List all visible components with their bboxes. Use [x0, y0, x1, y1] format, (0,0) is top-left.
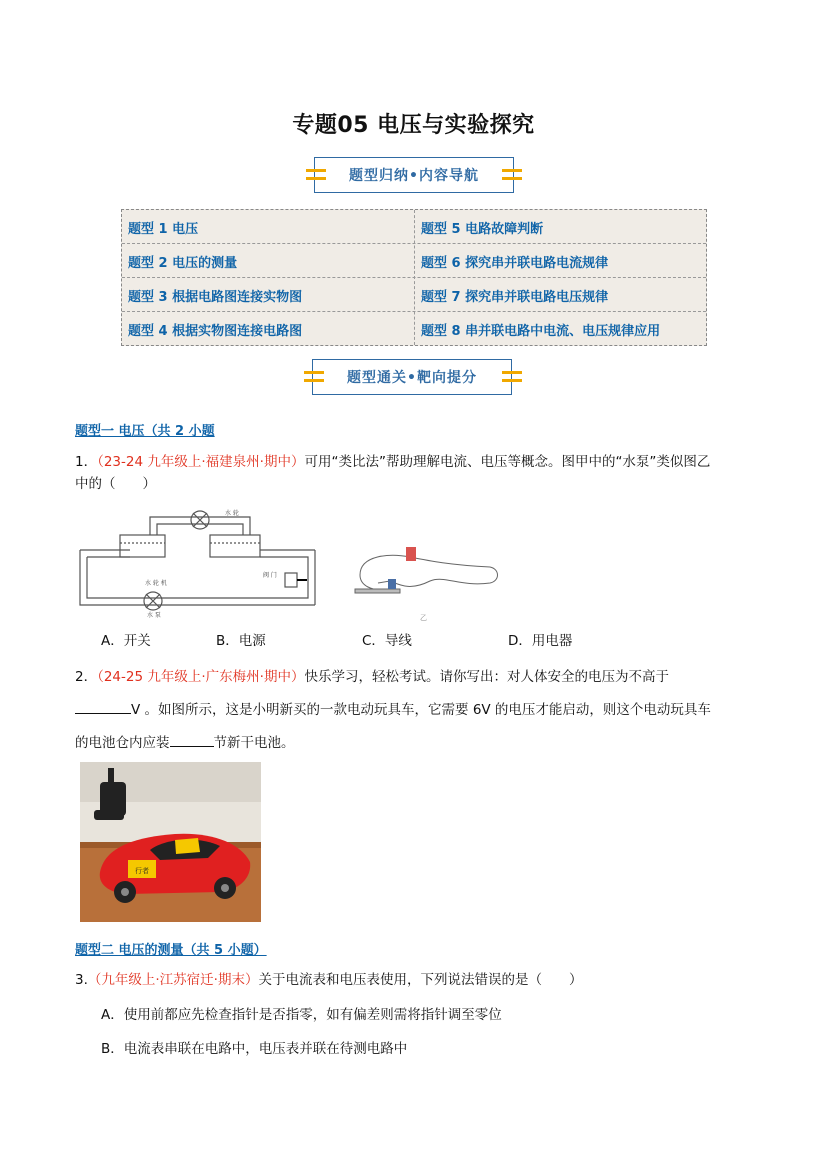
electric-circuit-figure [350, 545, 510, 625]
question-number: 1． [75, 454, 98, 470]
fig-label: 阀 门 [263, 572, 277, 579]
question-source: （23-24 九年级上·福建泉州·期中） [97, 454, 305, 470]
question-2 [75, 661, 765, 760]
nav-item[interactable]: 题型 4 根据实物图连接电路图 [128, 323, 303, 339]
question-text-cont: 中的（ ） [75, 476, 156, 492]
banner-box [314, 157, 514, 193]
question-source: （九年级上·江苏宿迁·期末） [87, 972, 259, 988]
nav-item[interactable]: 题型 1 电压 [128, 221, 199, 237]
banner-practice [312, 359, 512, 395]
question-1 [75, 451, 755, 495]
banner-bar-icon [306, 169, 326, 172]
banner-bar-icon [304, 379, 324, 382]
option-a[interactable]: A．开关 [101, 633, 151, 649]
question-text-cont: 的电池仓内应装 [75, 735, 170, 751]
answer-blank[interactable] [75, 699, 131, 714]
section-heading-2: 题型二 电压的测量（共 5 小题） [75, 943, 267, 958]
nav-item[interactable]: 题型 6 探究串并联电路电流规律 [421, 255, 609, 271]
question-text: 可用“类比法”帮助理解电流、电压等概念。图甲中的“水泵”类似图乙 [304, 454, 711, 470]
banner-box [312, 359, 512, 395]
option-b[interactable]: B．电源 [216, 633, 266, 649]
banner-practice-text: 题型通关•靶向提分 [347, 370, 477, 386]
answer-blank[interactable] [170, 732, 214, 747]
nav-item[interactable]: 题型 2 电压的测量 [128, 255, 238, 271]
banner-nav [314, 157, 514, 193]
banner-bar-icon [304, 371, 324, 374]
question-source: （24-25 九年级上·广东梅州·期中） [97, 669, 305, 685]
option-d[interactable]: D．用电器 [508, 633, 573, 649]
question-3 [75, 969, 765, 991]
nav-item[interactable]: 题型 7 探究串并联电路电压规律 [421, 289, 609, 305]
car-label: 行者 [135, 867, 149, 875]
banner-bar-icon [306, 177, 326, 180]
topic-nav-table [121, 209, 707, 346]
question-text: 快乐学习，轻松考试。请你写出：对人体安全的电压为不高于 [304, 669, 669, 685]
fig-label: 乙 [420, 614, 427, 622]
option-a[interactable]: A．使用前都应先检查指针是否指零，如有偏差则需将指针调至零位 [101, 1007, 502, 1023]
banner-bar-icon [502, 169, 522, 172]
option-c[interactable]: C．导线 [362, 633, 412, 649]
nav-item[interactable]: 题型 5 电路故障判断 [421, 221, 544, 237]
page-title: 专题05 电压与实验探究 [292, 113, 535, 138]
nav-item[interactable]: 题型 8 串并联电路中电流、电压规律应用 [421, 323, 661, 339]
question-text-cont: V 。如图所示，这是小明新买的一款电动玩具车，它需要 6V 的电压才能启动，则这个电动玩具车 [131, 702, 711, 718]
option-b[interactable]: B．电流表串联在电路中，电压表并联在待测电路中 [101, 1041, 408, 1057]
banner-bar-icon [502, 371, 522, 374]
banner-bar-icon [502, 379, 522, 382]
fig-label: 水 轮 机 [145, 580, 167, 587]
banner-nav-text: 题型归纳•内容导航 [349, 168, 479, 184]
question-text-cont: 节新干电池。 [213, 735, 295, 751]
question-number: 2． [75, 669, 98, 685]
toy-car-photo [80, 762, 261, 922]
fig-label: 水 轮 [225, 510, 239, 517]
section-heading-1: 题型一 电压（共 2 小题 [75, 424, 215, 439]
fig-label: 水 泵 [147, 612, 161, 619]
water-circuit-figure [75, 505, 320, 620]
question-number: 3. [75, 972, 88, 988]
nav-item[interactable]: 题型 3 根据电路图连接实物图 [128, 289, 303, 305]
banner-bar-icon [502, 177, 522, 180]
question-text: 关于电流表和电压表使用，下列说法错误的是（ ） [258, 972, 583, 988]
